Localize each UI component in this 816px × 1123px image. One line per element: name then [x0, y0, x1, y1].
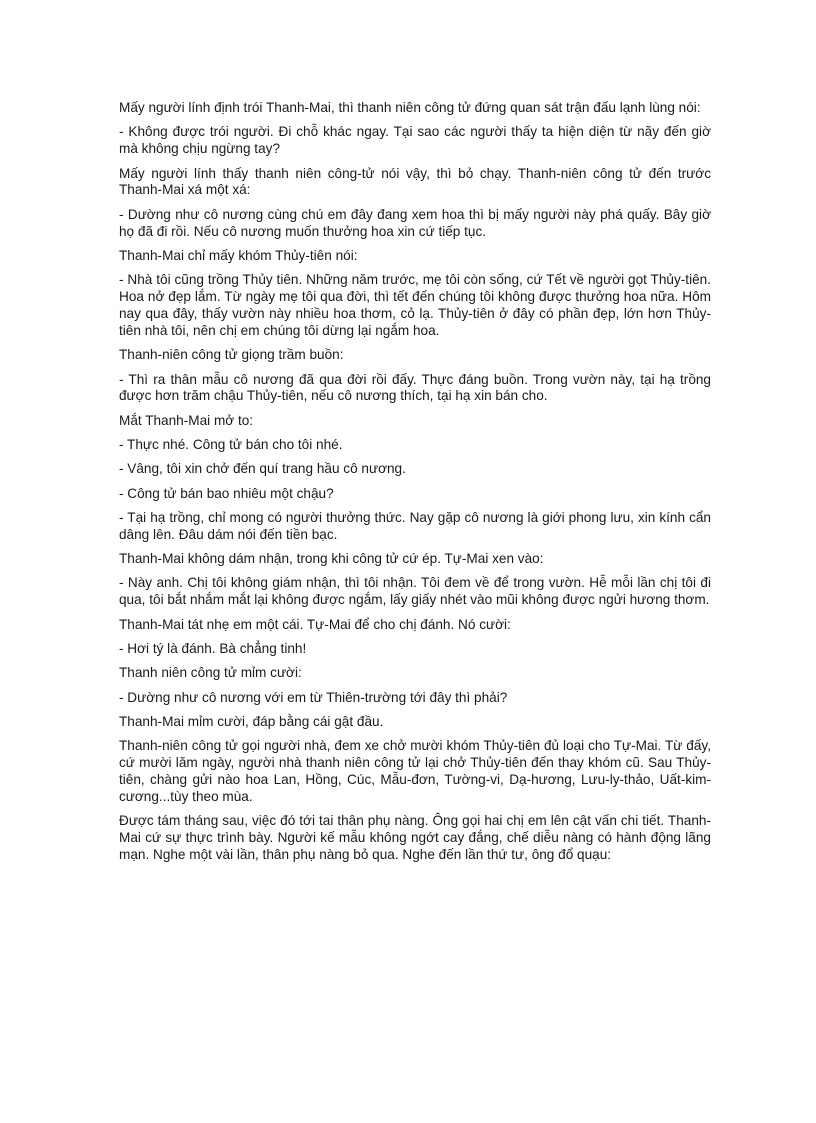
paragraph: - Dường như cô nương với em từ Thiên-trường tới đây thì phải? [119, 689, 508, 705]
paragraph: - Thì ra thân mẫu cô nương đã qua đời rồi đấy. Thực đáng buồn. Trong vườn này, tại hạ trồng được hơn trăm chậu Thủy-tiên, nếu cô nương thích, tại hạ xin bán cho. [119, 371, 711, 404]
paragraph: Mắt Thanh-Mai mở to: [119, 412, 254, 428]
paragraph: - Hơi tý là đánh. Bà chẳng tinh! [119, 640, 307, 656]
paragraph: Thanh niên công tử mỉm cười: [119, 665, 302, 681]
paragraph: - Vâng, tôi xin chở đến quí trang hầu cô nương. [119, 461, 406, 477]
paragraph: Được tám tháng sau, việc đó tới tai thân phụ nàng. Ông gọi hai chị em lên cật vấn chi tiết. Thanh-Mai cứ sự thực trình bày. Người kế mẫu không ngớt cay đắng, chế diễu nàng có hành động lãng mạn. Nghe một vài lần, thân phụ nàng bỏ qua. Nghe đến lần thứ tư, ông đổ quạu: [119, 813, 711, 862]
paragraph: - Dường như cô nương cùng chú em đây đang xem hoa thì bị mấy người này phá quấy. Bây giờ họ đã đi rồi. Nếu cô nương muốn thưởng hoa xin cứ tiếp tục. [119, 206, 711, 239]
paragraph: - Này anh. Chị tôi không giám nhận, thì tôi nhận. Tôi đem về để trong vườn. Hễ mỗi lần chị tôi đi qua, tôi bắt nhắm mắt lại không được ngắm, lấy giấy nhét vào mũi không được ngửi hương thơm. [119, 575, 711, 608]
paragraph: - Không được trói người. Đi chỗ khác ngay. Tại sao các người thấy ta hiện diện từ nãy đến giờ mà không chịu ngừng tay? [119, 124, 711, 157]
paragraph: Mấy người lính thấy thanh niên công-tử nói vậy, thì bỏ chạy. Thanh-niên công tử đến trước Thanh-Mai xá một xá: [119, 165, 711, 198]
paragraph: Thanh-Mai tát nhẹ em một cái. Tự-Mai để cho chị đánh. Nó cười: [119, 616, 511, 632]
paragraph: - Nhà tôi cũng trồng Thủy tiên. Những năm trước, mẹ tôi còn sống, cứ Tết về người gọt Thủy-tiên. Hoa nở đẹp lắm. Từ ngày mẹ tôi qua đời, thì tết đến chúng tôi không được thưởng hoa nữa. Hôm nay qua đây, thấy vườn này nhiều hoa thơm, cỏ lạ. Thủy-tiên ở đây có phần đẹp, lớn hơn Thủy-tiên nhà tôi, nên chị em chúng tôi dừng lại ngắm hoa. [119, 272, 711, 338]
paragraph: Thanh-Mai mỉm cười, đáp bằng cái gật đầu. [119, 713, 384, 729]
paragraph: - Tại hạ trồng, chỉ mong có người thưởng thức. Nay gặp cô nương là giới phong lưu, xin kính cẩn dâng lên. Đâu dám nói đến tiền bạc. [119, 509, 711, 542]
paragraph: Thanh-Mai chỉ mấy khóm Thủy-tiên nói: [119, 247, 358, 263]
paragraph: Mấy người lính định trói Thanh-Mai, thì thanh niên công tử đứng quan sát trận đấu lạnh lùng nói: [119, 100, 701, 115]
paragraph: Thanh-niên công tử giọng trầm buồn: [119, 347, 344, 363]
paragraph: Thanh-niên công tử gọi người nhà, đem xe chở mười khóm Thủy-tiên đủ loại cho Tự-Mai. Từ đấy, cứ mười lăm ngày, người nhà thanh niên công tử lại chở Thủy-tiên đến thay khóm cũ. Sau Thủy-tiên, chàng gửi nào hoa Lan, Hồng, Cúc, Mẫu-đơn, Tường-vi, Dạ-hương, Lưu-ly-thảo, Uất-kim-cương...tùy theo mùa. [119, 738, 711, 804]
paragraph: - Thực nhé. Công tử bán cho tôi nhé. [119, 437, 343, 453]
paragraph: - Công tử bán bao nhiêu một chậu? [119, 485, 334, 501]
paragraph: Thanh-Mai không dám nhận, trong khi công tử cứ ép. Tự-Mai xen vào: [119, 551, 544, 567]
document-page [119, 100, 711, 871]
